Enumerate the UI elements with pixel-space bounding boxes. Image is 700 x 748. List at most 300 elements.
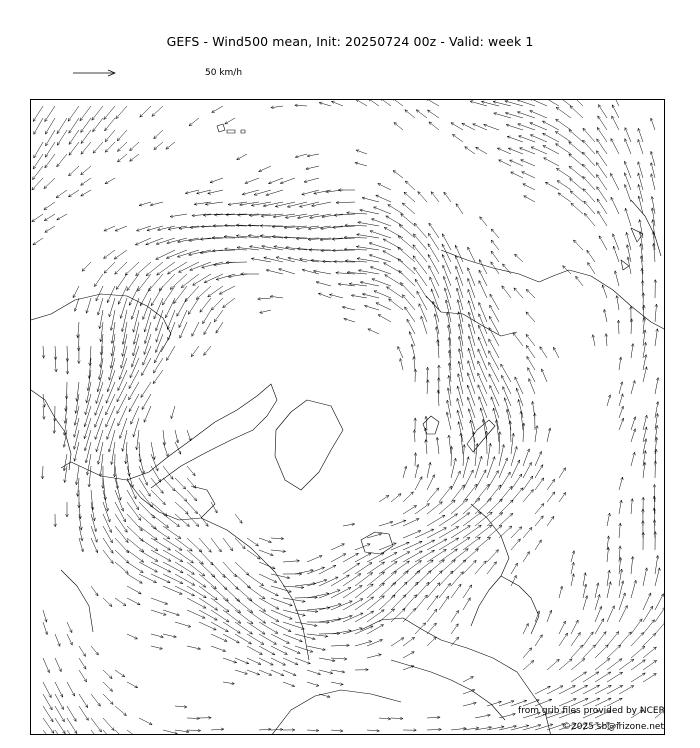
wind-vector (225, 118, 235, 124)
wind-vector (654, 461, 657, 478)
wind-vector (631, 452, 635, 466)
wind-vector (487, 499, 502, 514)
wind-vector (304, 178, 319, 183)
wind-vector (611, 173, 620, 190)
wind-vector (619, 569, 623, 586)
wind-vector (127, 574, 142, 583)
wind-vector (619, 581, 624, 598)
wind-vector (598, 105, 607, 118)
wind-vector (556, 168, 571, 178)
wind-vector (452, 134, 463, 142)
wind-vector (425, 440, 428, 455)
wind-vector (451, 458, 456, 478)
wind-vector (468, 324, 475, 346)
wind-vector (283, 560, 300, 563)
wind-vector (187, 586, 206, 598)
wind-vector (165, 298, 175, 318)
wind-vector (95, 406, 104, 427)
wind-vector (115, 262, 127, 274)
wind-vector (613, 246, 619, 262)
wind-vector (638, 139, 643, 154)
wind-vector (360, 209, 379, 214)
wind-vector (403, 506, 417, 515)
wind-vector (391, 520, 406, 526)
wind-vector (188, 298, 199, 314)
wind-vector (520, 411, 523, 430)
wind-vector (199, 538, 211, 552)
wind-vector (191, 346, 199, 357)
wind-vector (127, 598, 140, 605)
wind-vector (127, 562, 143, 573)
wind-vector (619, 357, 622, 370)
wind-vector (559, 633, 568, 646)
wind-vector (307, 607, 330, 610)
wind-vector (127, 586, 141, 594)
wind-vector (127, 730, 140, 735)
wind-vector (151, 610, 166, 615)
wind-vector (523, 648, 532, 658)
wind-vector (523, 527, 532, 538)
wind-vector (213, 225, 235, 228)
wind-vector (451, 526, 470, 538)
wind-vector (499, 444, 505, 466)
wind-vector (458, 422, 463, 442)
wind-vector (150, 202, 163, 206)
wind-vector (607, 645, 621, 658)
wind-vector (34, 142, 43, 158)
wind-vector (80, 106, 91, 121)
wind-vector (430, 277, 439, 298)
wind-vector (399, 225, 415, 238)
wind-vector (319, 590, 340, 598)
coastline-greenland (275, 400, 343, 490)
wind-vector (43, 610, 47, 622)
wind-vector (94, 274, 103, 287)
wind-vector (259, 670, 272, 676)
wind-vector (436, 437, 439, 454)
wind-vector (46, 130, 56, 146)
wind-vector (498, 432, 501, 454)
wind-vector (192, 322, 199, 336)
wind-vector (403, 551, 422, 562)
wind-vector (79, 670, 87, 682)
wind-vector (196, 286, 211, 299)
wind-vector (247, 538, 259, 546)
wind-vector (175, 502, 188, 514)
wind-vector (127, 478, 136, 499)
wind-vector (409, 332, 415, 347)
wind-vector (526, 289, 535, 298)
wind-vector (133, 322, 139, 344)
wind-vector (283, 729, 295, 732)
wind-vector (271, 658, 286, 665)
wind-vector (617, 320, 620, 334)
wind-vector (437, 390, 440, 406)
wind-vector (208, 286, 223, 297)
coastline-far-east (631, 200, 661, 256)
wind-vector (271, 537, 284, 540)
wind-vector (106, 406, 115, 427)
wind-vector (427, 623, 436, 634)
wind-vector (279, 269, 295, 275)
wind-vector (367, 639, 383, 646)
wind-vector (116, 274, 127, 290)
wind-vector (115, 730, 128, 735)
wind-vector (545, 182, 559, 190)
wind-vector (274, 246, 295, 251)
wind-vector (331, 615, 352, 622)
wind-vector (203, 310, 211, 324)
wind-vector (67, 706, 76, 721)
wind-vector (415, 477, 422, 490)
wind-vector (583, 176, 595, 190)
wind-vector (54, 346, 57, 360)
wind-vector (513, 333, 523, 347)
wind-vector (139, 538, 158, 551)
wind-vector (319, 658, 335, 662)
wind-vector (457, 374, 463, 394)
wind-vector (613, 100, 619, 106)
wind-vector (199, 716, 211, 719)
wind-vector (403, 637, 415, 646)
wind-vector (535, 516, 543, 526)
wind-vector (156, 238, 175, 245)
wind-vector (79, 658, 86, 669)
wind-vector (467, 268, 475, 286)
wind-vector (388, 205, 403, 214)
wind-vector (194, 202, 211, 205)
wind-vector (228, 202, 247, 206)
wind-vector (403, 652, 414, 658)
wind-vector (235, 574, 251, 588)
wind-vector (607, 547, 610, 562)
wind-vector (300, 258, 320, 262)
wind-vector (127, 502, 141, 520)
wind-vector (607, 582, 611, 598)
wind-vector (342, 306, 355, 310)
wind-vector (456, 204, 463, 214)
wind-vector (74, 442, 79, 461)
wind-vector (547, 610, 552, 622)
wind-vector (283, 670, 296, 676)
wind-vector (103, 598, 112, 607)
wind-vector (607, 685, 623, 694)
wind-vector (573, 240, 583, 250)
wind-vector (468, 361, 475, 383)
coastline-arctic-canada (61, 384, 277, 488)
wind-vector (653, 508, 656, 526)
wind-vector (144, 406, 151, 422)
wind-vector (511, 563, 518, 574)
wind-vector (115, 514, 127, 532)
wind-vector (111, 322, 115, 344)
wind-vector (247, 574, 264, 586)
wind-vector (235, 514, 242, 523)
wind-vector (187, 574, 206, 587)
wind-vector (428, 254, 439, 274)
wind-vector (595, 645, 608, 658)
wind-vector (571, 100, 583, 106)
wind-vector (211, 502, 217, 513)
wind-vector (607, 513, 611, 526)
wind-vector (380, 100, 391, 106)
wind-vector (429, 122, 439, 130)
wind-vector (556, 107, 571, 118)
wind-vector (358, 221, 379, 226)
wind-vector (479, 302, 487, 322)
wind-vector (364, 305, 379, 310)
wind-vector (155, 334, 163, 353)
wind-vector (105, 130, 115, 142)
wind-vector (299, 202, 319, 207)
wind-vector (105, 118, 115, 131)
wind-vector (45, 106, 55, 122)
wind-vector (105, 142, 115, 152)
coastline-siberia (441, 250, 665, 330)
wind-vector (403, 466, 407, 478)
wind-vector (44, 214, 55, 221)
wind-vector (571, 551, 575, 562)
wind-vector (245, 178, 259, 184)
wind-vector (404, 192, 415, 202)
wind-vector (625, 139, 631, 154)
wind-vector (642, 521, 645, 539)
wind-vector (321, 226, 344, 230)
wind-vector (163, 478, 175, 491)
wind-vector (555, 132, 571, 143)
wind-vector (151, 286, 163, 306)
wind-vector (187, 478, 196, 488)
wind-vector (654, 280, 657, 298)
wind-vector (502, 286, 511, 298)
wind-vector (427, 596, 438, 611)
wind-vector (400, 358, 404, 370)
wind-vector (619, 406, 624, 418)
wind-vector (595, 619, 604, 634)
wind-vector (115, 490, 124, 511)
wind-vector (175, 574, 195, 585)
wind-vector (612, 116, 619, 130)
wind-vector (79, 646, 86, 656)
wind-vector (619, 477, 623, 490)
wind-vector (571, 574, 574, 586)
wind-vector (476, 147, 487, 154)
wind-vector (535, 635, 542, 646)
wind-vector (343, 599, 363, 610)
wind-vector (584, 201, 595, 214)
wind-vector (583, 128, 595, 142)
wind-vector (127, 682, 138, 688)
wind-vector (558, 193, 571, 202)
wind-vector (523, 476, 533, 490)
wind-vector (475, 714, 490, 718)
wind-vector (426, 380, 429, 394)
wind-vector (131, 298, 139, 319)
wind-vector (511, 433, 515, 454)
reference-arrow-label: 50 km/h (205, 68, 243, 78)
wind-vector (116, 106, 127, 119)
wind-vector (260, 225, 283, 228)
wind-vector (247, 670, 260, 675)
wind-vector (357, 234, 379, 239)
wind-vector (559, 492, 566, 502)
wind-vector (203, 214, 223, 217)
coastline-baltic (501, 576, 539, 634)
wind-vector (69, 142, 79, 155)
wind-vector (212, 106, 223, 113)
wind-vector (571, 562, 574, 574)
wind-vector (338, 283, 355, 286)
wind-vector (175, 538, 192, 551)
wind-vector (553, 347, 559, 358)
wind-vector (547, 492, 555, 502)
wind-vector (427, 571, 442, 586)
wind-vector (472, 432, 475, 455)
wind-vector (295, 104, 307, 107)
wind-vector (42, 346, 45, 358)
wind-vector (103, 682, 113, 691)
wind-vector (259, 610, 279, 622)
wind-vector (211, 610, 229, 622)
wind-vector (44, 178, 55, 189)
wind-vector (223, 658, 237, 663)
wind-vector (81, 166, 91, 175)
wind-vector (583, 189, 595, 202)
wind-vector (427, 609, 437, 622)
wind-vector (379, 562, 397, 575)
wind-vector (247, 550, 260, 559)
wind-vector (402, 295, 415, 310)
coastline-labrador (61, 570, 93, 632)
wind-vector (115, 226, 127, 231)
wind-vector (96, 430, 103, 452)
wind-vector (43, 658, 50, 673)
wind-vector (385, 275, 403, 286)
wind-vector (484, 124, 499, 130)
wind-vector (434, 314, 439, 334)
wind-vector (411, 344, 415, 358)
wind-vector (403, 608, 416, 622)
wind-vector (113, 454, 116, 477)
wind-vector (523, 449, 530, 466)
wind-vector (652, 231, 655, 250)
wind-vector (259, 728, 271, 731)
wind-vector (178, 238, 200, 243)
wind-vector (526, 334, 535, 346)
wind-vector (467, 397, 475, 418)
wind-vector (417, 291, 427, 310)
wind-vector (401, 214, 415, 226)
wind-vector (117, 130, 127, 141)
wind-vector (535, 686, 551, 694)
wind-vector (33, 238, 43, 245)
wind-vector (187, 729, 201, 732)
wind-vector (583, 632, 593, 646)
wind-vector (631, 344, 634, 359)
copyright-text: ©2025 sb@irizone.net (562, 722, 664, 732)
wind-vector (139, 718, 152, 725)
wind-vector (451, 727, 466, 730)
wind-vector (271, 670, 284, 676)
wind-vector (509, 421, 512, 442)
wind-vector (74, 418, 80, 437)
wind-vector (347, 212, 367, 215)
wind-vector (451, 637, 459, 646)
wind-vector (414, 453, 417, 466)
wind-vector (187, 598, 206, 608)
wind-vectors (32, 100, 665, 735)
wind-vector (223, 298, 235, 308)
wind-vector (465, 147, 475, 154)
wind-vector (559, 659, 572, 670)
wind-vector (571, 203, 583, 214)
wind-vector (226, 261, 247, 264)
wind-vector (478, 361, 487, 382)
wind-vector (130, 142, 139, 151)
wind-vector (322, 260, 343, 263)
wind-vector (271, 106, 283, 109)
wind-vector (331, 544, 345, 550)
wind-vector (518, 399, 523, 418)
wind-vector (67, 682, 75, 696)
wind-vector (437, 340, 440, 359)
wind-vector (199, 610, 217, 620)
wind-vector (143, 346, 151, 365)
wind-vector (451, 537, 470, 550)
wind-vector (427, 110, 439, 118)
wind-vector (631, 660, 645, 670)
wind-vector (187, 538, 202, 552)
wind-vector (416, 110, 427, 118)
wind-vector (643, 620, 655, 634)
wind-vector (151, 634, 164, 638)
wind-vector (153, 370, 163, 384)
wind-vector (379, 609, 395, 622)
wind-vector (163, 562, 183, 573)
wind-vector (511, 474, 522, 490)
wind-vector (521, 160, 535, 166)
wind-vector (435, 327, 439, 346)
coastline-europe (361, 618, 551, 735)
wind-vector (331, 729, 343, 732)
wind-vector (211, 728, 224, 731)
wind-vector (460, 433, 463, 454)
wind-vector (368, 100, 379, 106)
wind-vector (127, 550, 144, 562)
wind-vector (619, 394, 623, 406)
wind-vector (91, 646, 99, 655)
wind-vector (170, 214, 187, 218)
wind-vector (115, 562, 128, 574)
wind-vector (631, 417, 636, 430)
wind-vector (487, 550, 499, 562)
wind-vector (468, 336, 475, 358)
wind-vector (110, 346, 115, 368)
wind-vector (326, 190, 343, 193)
wind-vector (91, 694, 100, 706)
wind-vector (463, 445, 466, 467)
wind-vector (204, 346, 211, 355)
wind-vector (175, 705, 187, 708)
wind-vector (508, 148, 523, 154)
wind-vector (175, 430, 179, 443)
wind-vector (200, 298, 211, 312)
wind-vector (403, 666, 414, 671)
wind-vector (487, 562, 497, 574)
wind-vector (306, 166, 319, 170)
wind-vector (86, 382, 91, 403)
wind-vector (115, 538, 129, 553)
